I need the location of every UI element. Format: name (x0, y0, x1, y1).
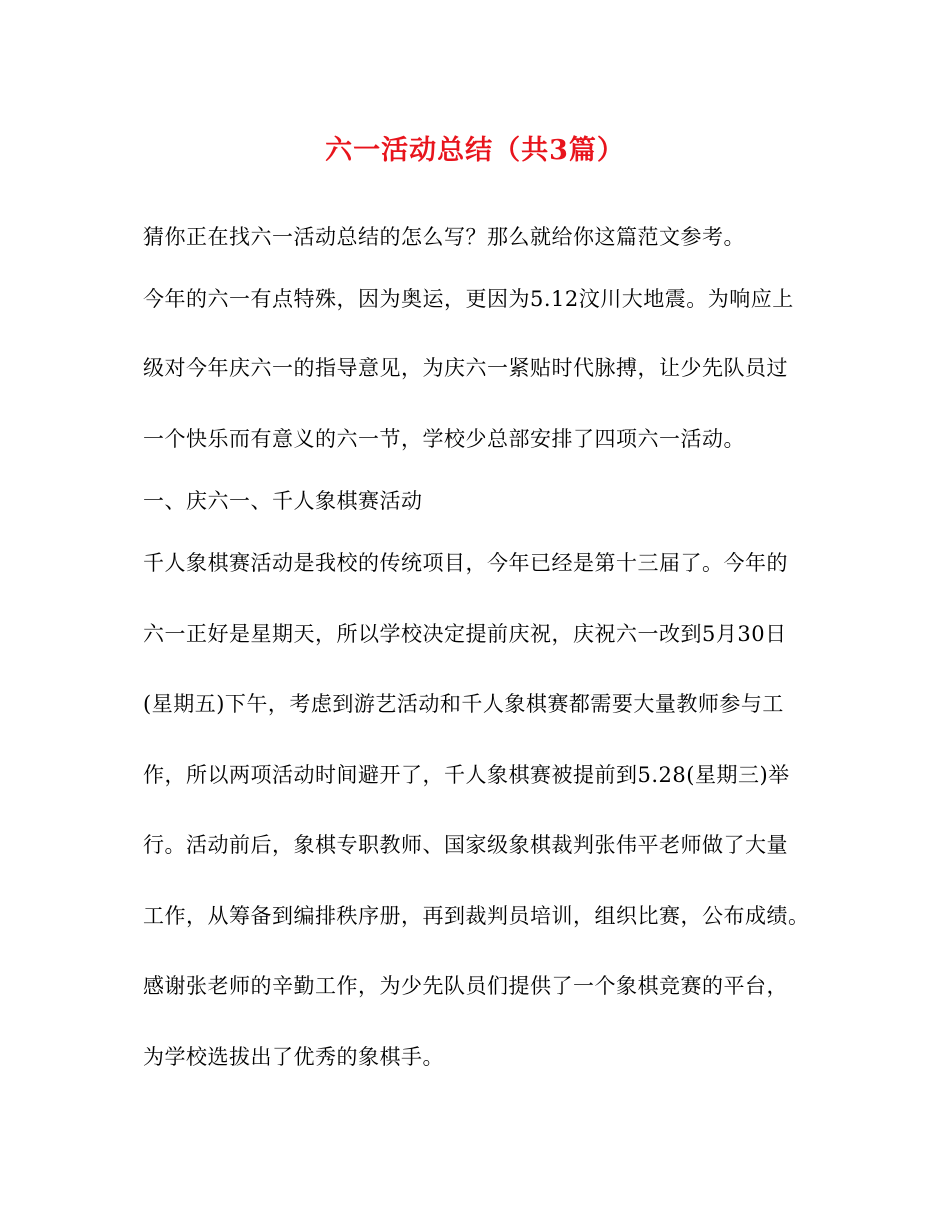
body-line: 作，所以两项活动时间避开了，千人象棋赛被提前到5.28(星期三)举 (143, 763, 790, 787)
body-line: 一个快乐而有意义的六一节，学校少总部安排了四项六一活动。 (143, 427, 745, 451)
document-title: 六一活动总结（共3篇） (325, 135, 625, 166)
body-line: 为学校选拔出了优秀的象棋手。 (143, 1045, 444, 1069)
intro-line: 猜你正在找六一活动总结的怎么写？那么就给你这篇范文参考。 (143, 225, 745, 249)
body-line: 千人象棋赛活动是我校的传统项目，今年已经是第十三届了。今年的 (143, 551, 788, 575)
body-line: 工作，从筹备到编排秩序册，再到裁判员培训，组织比赛，公布成绩。 (143, 904, 810, 928)
section-heading: 一、庆六一、千人象棋赛活动 (143, 489, 423, 513)
body-line: 感谢张老师的辛勤工作，为少先队员们提供了一个象棋竞赛的平台， (143, 974, 788, 998)
body-line: 级对今年庆六一的指导意见，为庆六一紧贴时代脉搏，让少先队员过 (143, 356, 788, 380)
body-line: 今年的六一有点特殊，因为奥运，更因为5.12汶川大地震。为响应上 (143, 287, 794, 311)
body-line: (星期五)下午，考虑到游艺活动和千人象棋赛都需要大量教师参与工 (143, 692, 784, 716)
body-line: 六一正好是星期天，所以学校决定提前庆祝，庆祝六一改到5月30日 (143, 622, 787, 646)
body-line: 行。活动前后，象棋专职教师、国家级象棋裁判张伟平老师做了大量 (143, 833, 788, 857)
